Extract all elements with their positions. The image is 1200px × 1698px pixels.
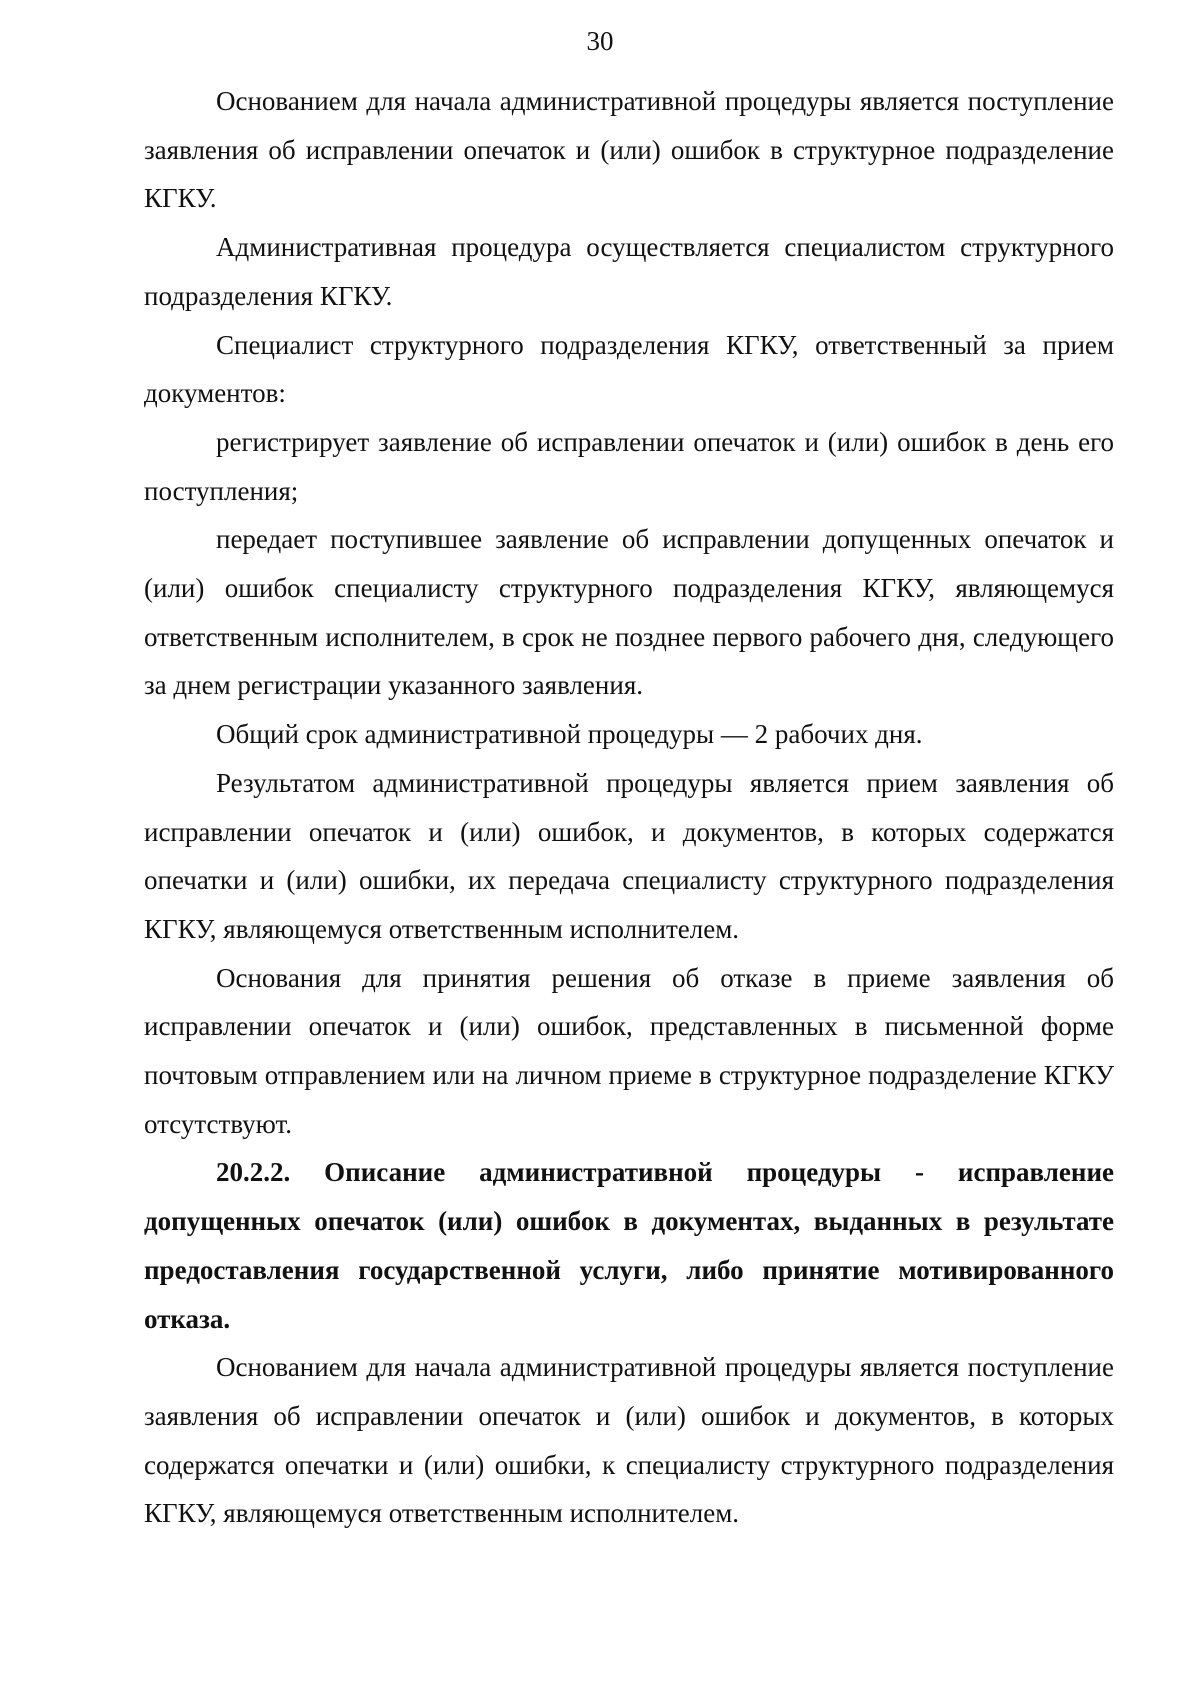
document-body [144,77,1114,1538]
paragraph-procedure-performer: Административная процедура осуществляется специалистом структурного подразделения КГКУ. [144,232,1114,311]
paragraph-basis-start: Основанием для начала административной процедуры является поступление заявления об исправлении опечаток и (или) ошибок в структурное подразделение КГКУ. [144,86,1114,214]
section-heading-20-2-2: 20.2.2. Описание административной процедуры - исправление допущенных опечаток (или) ошибок в документах, выданных в результате предоставления государственной услуги, либо принятие мотивированного отказа. [144,1157,1114,1334]
paragraph-transfers: передает поступившее заявление об исправлении допущенных опечаток и (или) ошибок специалисту структурного подразделения КГКУ, являющемуся ответственным исполнителем, в срок не позднее первого рабочего дня, следующего за днем регистрации указанного заявления. [144,524,1114,701]
paragraph-result: Результатом административной процедуры является прием заявления об исправлении опечаток и (или) ошибок, и документов, в которых содержатся опечатки и (или) ошибки, их передача специалисту структурного подразделения КГКУ, являющемуся ответственным исполнителем. [144,767,1114,944]
paragraph-total-term: Общий срок административной процедуры — 2 рабочих дня. [216,719,923,750]
paragraph-specialist-intro: Специалист структурного подразделения КГКУ, ответственный за прием документов: [144,329,1114,409]
paragraph-basis-second: Основанием для начала административной процедуры является поступление заявления об исправлении опечаток и (или) ошибок и документов, в которых содержатся опечатки и (или) ошибки, к специалисту структурного подразделения КГКУ, являющемуся ответственным исполнителем. [144,1352,1114,1529]
paragraph-refusal-grounds: Основания для принятия решения об отказе в приеме заявления об исправлении опечаток и (или) ошибок, представленных в письменной форме почтовым отправлением или на личном приеме в структурное подразделение КГКУ отсутствуют. [144,962,1114,1139]
page-number: 30 [586,26,614,56]
paragraph-registers: регистрирует заявление об исправлении опечаток и (или) ошибок в день его поступления; [144,426,1114,506]
